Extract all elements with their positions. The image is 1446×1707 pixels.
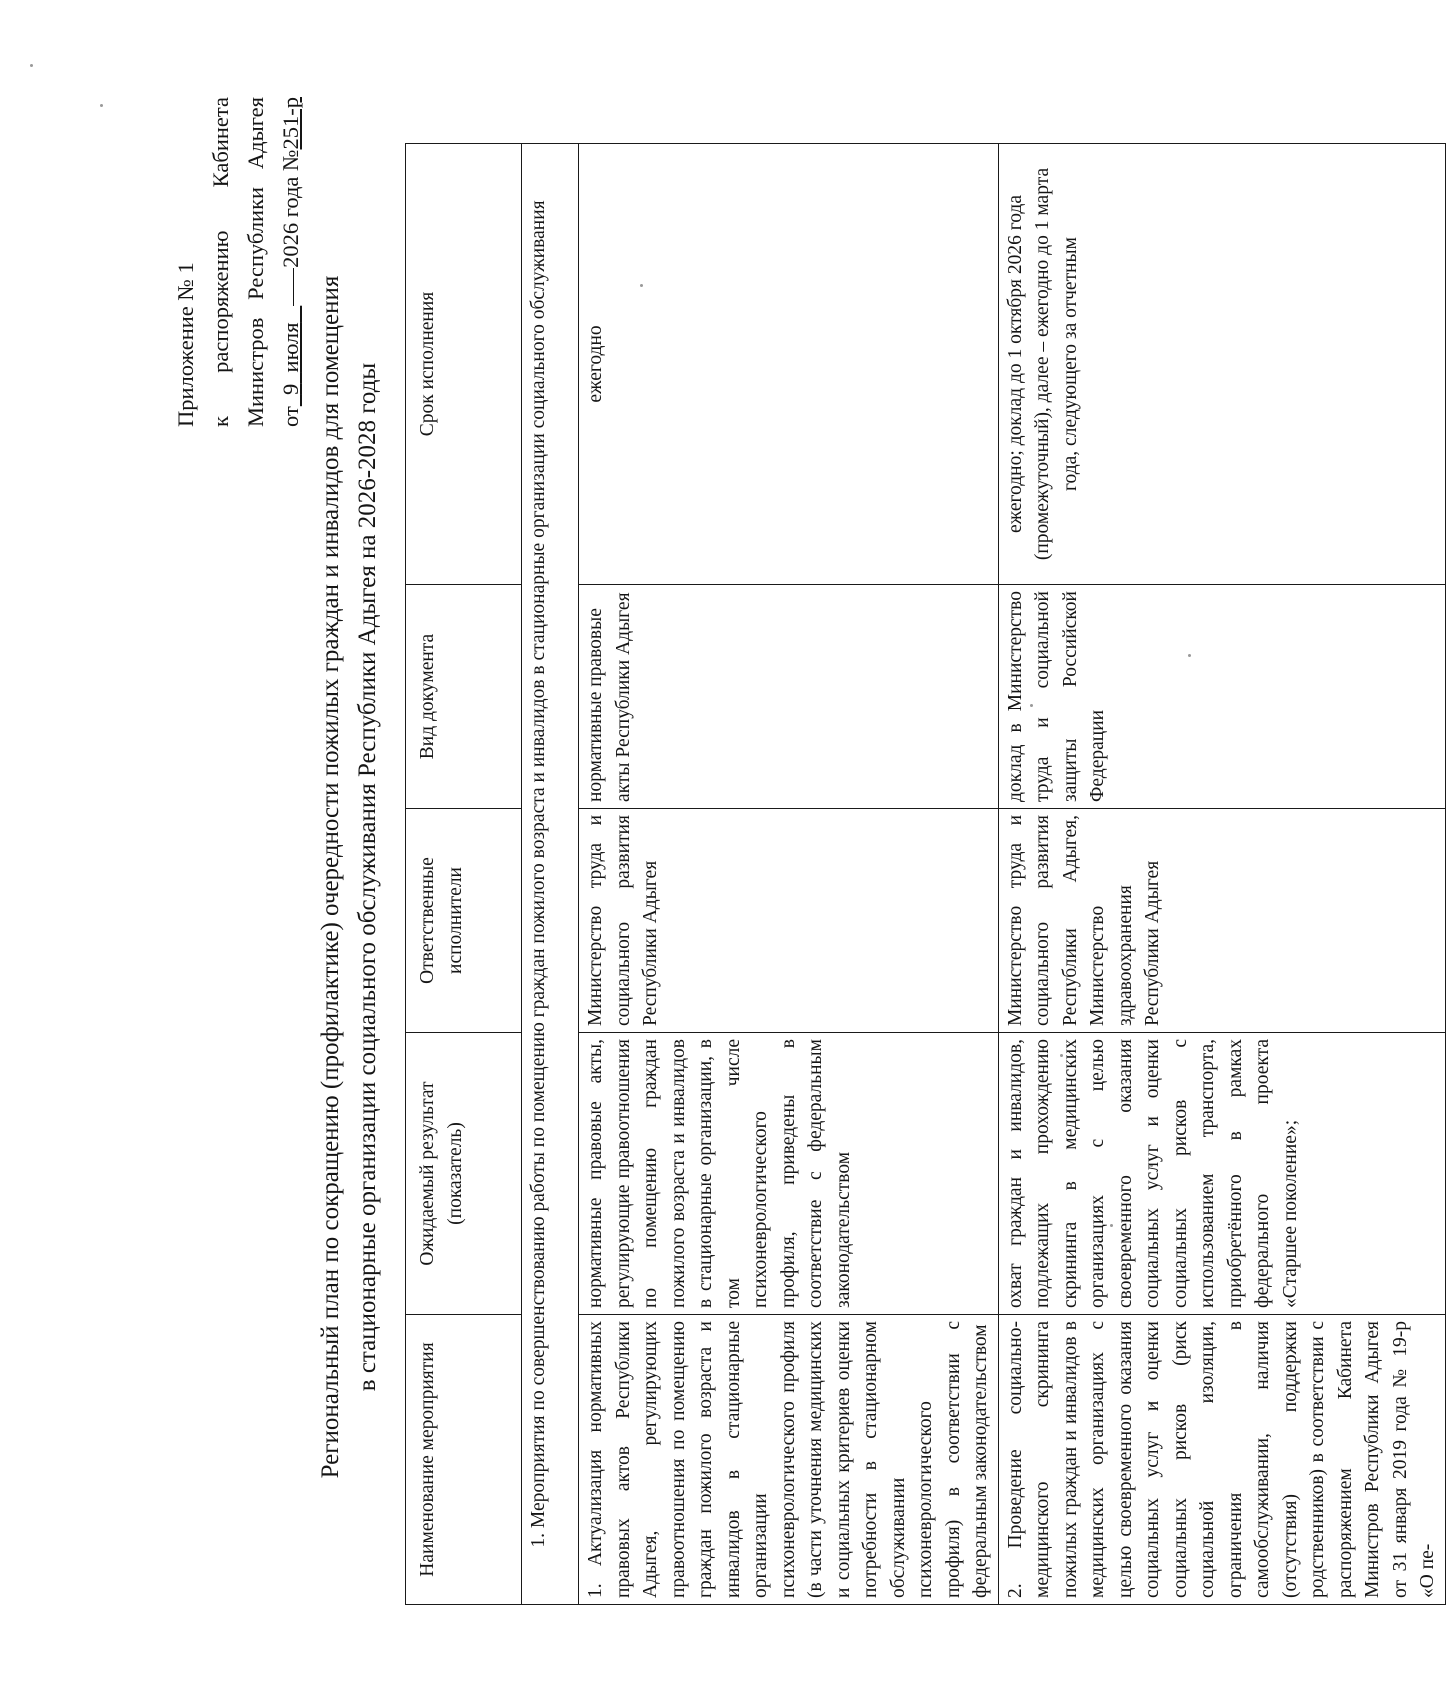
blank-underline — [273, 268, 294, 306]
scan-speck — [100, 104, 103, 107]
cell-executors: Министерство труда и социального развития Республики Адыгея — [579, 809, 999, 1033]
appendix-header — [168, 97, 308, 427]
appendix-day-value: 9 — [278, 383, 303, 395]
appendix-line — [238, 97, 273, 427]
plan-table — [405, 143, 1446, 1605]
section-row — [522, 144, 579, 1605]
appendix-year: 2026 года № — [278, 149, 303, 268]
appendix-word: распоряжению — [208, 230, 233, 373]
header-deadline: Срок исполнения — [406, 144, 522, 585]
appendix-word: к — [208, 416, 233, 427]
cell-executors: Министерство труда и социального развития Республики Адыгея, Министерство здравоохранения Республики Адыгея — [998, 809, 1445, 1033]
appendix-line — [203, 97, 238, 427]
cell-result: нормативные правовые акты, регулирующие правоотношения по помещению граждан пожилого возраста и инвалидов в стационарные организации, в том числе психоневрологического профиля, приведены в соответствие с федеральным законодательством — [579, 1033, 999, 1315]
appendix-title: Приложение № 1 — [173, 262, 198, 427]
appendix-date-line — [273, 97, 308, 427]
appendix-word: Кабинета — [208, 97, 233, 188]
header-result: Ожидаемый результат (показатель) — [406, 1033, 522, 1315]
document-title — [312, 147, 386, 1607]
header-doc-type: Вид документа — [406, 585, 522, 809]
title-line-1: Региональный план по сокращению (профилактике) очередности пожилых граждан и инвалидов для помещения — [317, 275, 344, 1479]
table-header-row — [406, 144, 522, 1605]
cell-deadline: ежегодно; доклад до 1 октября 2026 года (промежуточный), далее – ежегодно до 1 марта года, следующего за отчетным — [998, 144, 1445, 585]
cell-measure: 1. Актуализация нормативных правовых актов Республики Адыгея, регулирующих правоотношения по помещению граждан пожилого возраста и инвалидов в стационарные организации психоневрологического профиля (в части уточнения медицинских и социальных критериев оценки потребности в стационарном обслуживании психоневрологического профиля) в соответствии с федеральным законодательством — [579, 1315, 999, 1605]
appendix-word: Адыгея — [243, 97, 268, 170]
appendix-word: Республики — [243, 186, 268, 300]
appendix-number: 251-р — [278, 97, 303, 150]
section-heading: 1. Мероприятия по совершенствованию работы по помещению граждан пожилого возраста и инвалидов в стационарные организации социального обслуживания — [522, 144, 579, 1605]
appendix-line — [168, 97, 203, 427]
title-line-2: в стационарные организации социального обслуживания Республики Адыгея на 2026-2028 годы — [354, 362, 381, 1392]
header-executors: Ответственные исполнители — [406, 809, 522, 1033]
appendix-from: от — [278, 406, 303, 427]
appendix-month-value: июля — [278, 322, 303, 373]
scan-speck — [30, 64, 33, 67]
appendix-word: Министров — [243, 317, 268, 427]
cell-result: охват граждан и инвалидов, подлежащих прохождению скрининга в медицинских организациях с целью своевременного оказания социальных услуг и оценки социальных рисков с использованием транспорта, приобретённого в рамках федерального проекта «Старшее поколение»; — [998, 1033, 1445, 1315]
table-row — [998, 144, 1445, 1605]
header-measure: Наименование мероприятия — [406, 1315, 522, 1605]
appendix-day — [273, 306, 308, 407]
cell-doc-type: доклад в Министерство труда и социальной защиты Российской Федерации — [998, 585, 1445, 809]
cell-deadline: ежегодно — [579, 144, 999, 585]
table-row — [579, 144, 999, 1605]
cell-doc-type: нормативные правовые акты Республики Адыгея — [579, 585, 999, 809]
cell-measure: 2. Проведение социально-медицинского скрининга пожилых граждан и инвалидов в медицинских организациях с целью своевременного оказания социальных услуг и оценки социальных рисков (риск социальной изоляции, ограничения в самообслуживании, наличия (отсутствия) поддержки родственников) в соответствии с распоряжением Кабинета Министров Республики Адыгея от 31 января 2019 года № 19-р «О пе- — [998, 1315, 1445, 1605]
